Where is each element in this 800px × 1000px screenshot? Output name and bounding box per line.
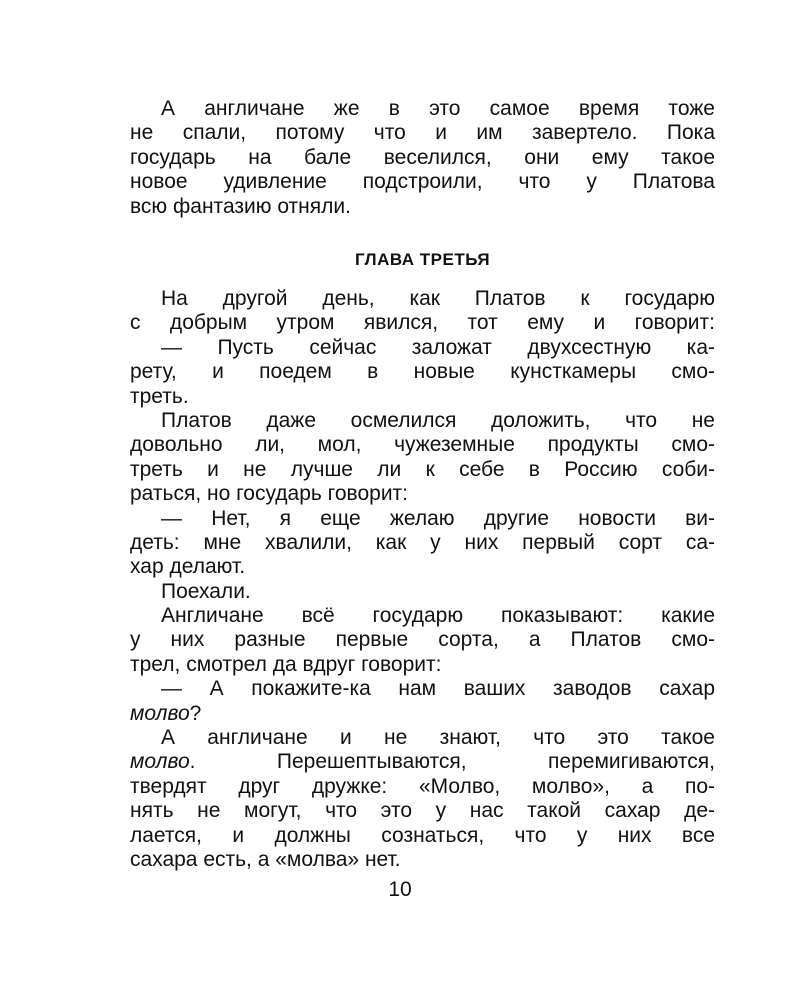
text-line: новое удивление подстроили, что у Платова (130, 170, 715, 194)
text-line: твердят друг дружке: «Молво, молво», а по- (130, 774, 715, 798)
text-line: нять не могут, что это у нас такой сахар де- (130, 799, 715, 823)
text-line: — А покажите-ка нам ваших заводов сахар (161, 677, 715, 701)
text-line: лается, и должны сознаться, что у них все (130, 823, 715, 847)
text-line: трел, смотрел да вдруг говорит: (130, 652, 442, 676)
text-line: А англичане же в это самое время тоже (161, 97, 715, 120)
chapter-heading: ГЛАВА ТРЕТЬЯ (354, 250, 491, 269)
text-line: Платов даже осмелился доложить, что не (161, 408, 715, 432)
text-line: всю фантазию отняли. (130, 194, 351, 218)
text-line: государь на бале веселился, они ему такое (130, 145, 715, 169)
page-number: 10 (388, 878, 412, 901)
text-line: довольно ли, мол, чужеземные продукты смо- (130, 433, 715, 457)
text-line: — Нет, я еще желаю другие новости ви- (161, 506, 715, 530)
text-line: рету, и поедем в новые кунсткамеры смо- (130, 360, 715, 384)
text-line: не спали, потому что и им завертело. Пока (130, 121, 715, 145)
text-line: с добрым утром явился, тот ему и говорит: (130, 311, 715, 335)
text-line: у них разные первые сорта, а Платов смо- (130, 628, 715, 652)
text-line: — Пусть сейчас заложат двухсестную ка- (161, 335, 715, 359)
intro-paragraph (130, 97, 715, 219)
question-mark: ? (189, 701, 202, 725)
chapter-body (130, 287, 715, 872)
text-line: А англичане и не знают, что это такое (161, 726, 715, 750)
text-line (130, 702, 715, 726)
text-line: сахара есть, а «молва» нет. (130, 847, 401, 871)
text-line (130, 750, 715, 774)
text-line: деть: мне хвалили, как у них первый сорт са- (130, 530, 715, 554)
italic-word: молво (130, 750, 190, 774)
text-line: раться, но государь говорит: (130, 482, 409, 506)
text-line: хар делают. (130, 555, 246, 579)
text-fragment: . Перешептываются, перемигиваются, (189, 750, 715, 774)
italic-word: молво (130, 701, 190, 725)
text-line: треть. (130, 384, 189, 408)
text-line: Поехали. (161, 579, 251, 603)
text-line: Англичане всё государю показывают: какие (161, 604, 715, 628)
text-line: треть и не лучше ли к себе в Россию соби- (130, 457, 715, 481)
text-line: На другой день, как Платов к государю (161, 287, 715, 310)
